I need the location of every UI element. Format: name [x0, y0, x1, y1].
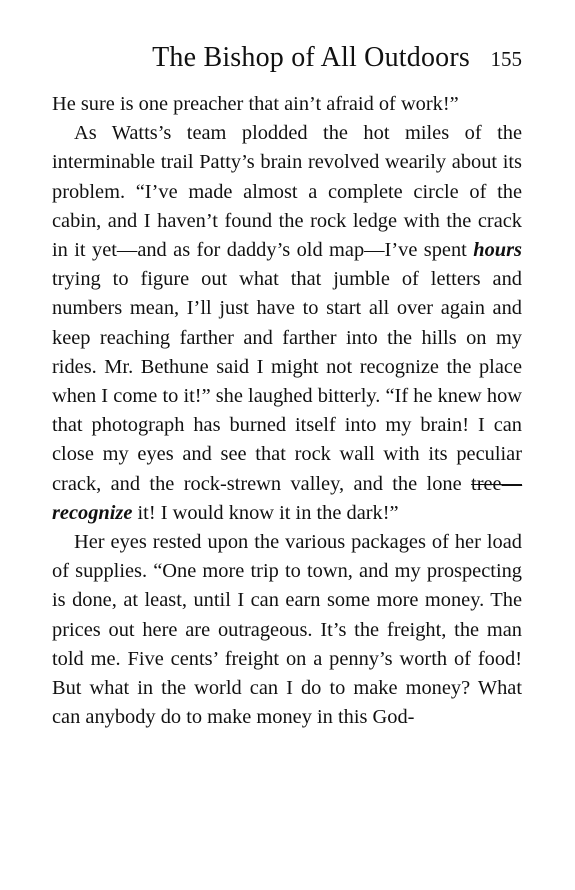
struck-text: tree—	[471, 472, 522, 495]
paragraph-2-part-1: As Watts’s team plodded the hot miles of the interminable trail Patty’s brain revolved wearily about its problem. “I’ve made almost a complete circle of the cabin, and I haven’t found the rock ledge with the crack in it yet—and as for daddy’s old map—I’ve spent	[52, 122, 522, 262]
paragraph-3-text: Her eyes rested upon the various packages of her load of supplies. “One more trip to town, and my prospecting is done, at least, until I can earn some more money. The prices out here are outrageous. It’s the freight, the man told me. Five cents’ freight on a penny’s worth of food! But what in the world can I do to make money? What can anybody do to make money in this God-	[52, 531, 522, 729]
body-text	[52, 90, 522, 732]
paragraph-1-text: He sure is one preacher that ain’t afraid of work!”	[52, 93, 459, 115]
paragraph-3	[52, 528, 522, 732]
page-number: 155	[490, 47, 522, 71]
page-header	[52, 38, 522, 78]
paragraph-1	[52, 90, 522, 119]
emphasis-recognize: recognize	[52, 501, 133, 524]
paragraph-2-part-2: trying to figure out what that jumble of letters and numbers mean, I’ll just have to start all over again and keep reaching farther and farther into the hills on my rides. Mr. Bethune said I might not recognize the place when I come to it!” she laughed bitterly. “If he knew how that photograph has burned itself into my brain! I can close my eyes and see that rock wall with its peculiar crack, and the rock-strewn valley, and the lone	[52, 268, 522, 495]
paragraph-2	[52, 119, 522, 528]
paragraph-2-part-3: it! I would know it in the dark!”	[132, 501, 399, 524]
emphasis-hours: hours	[473, 239, 522, 262]
book-page	[52, 38, 522, 858]
running-title: The Bishop of All Outdoors	[152, 42, 470, 73]
